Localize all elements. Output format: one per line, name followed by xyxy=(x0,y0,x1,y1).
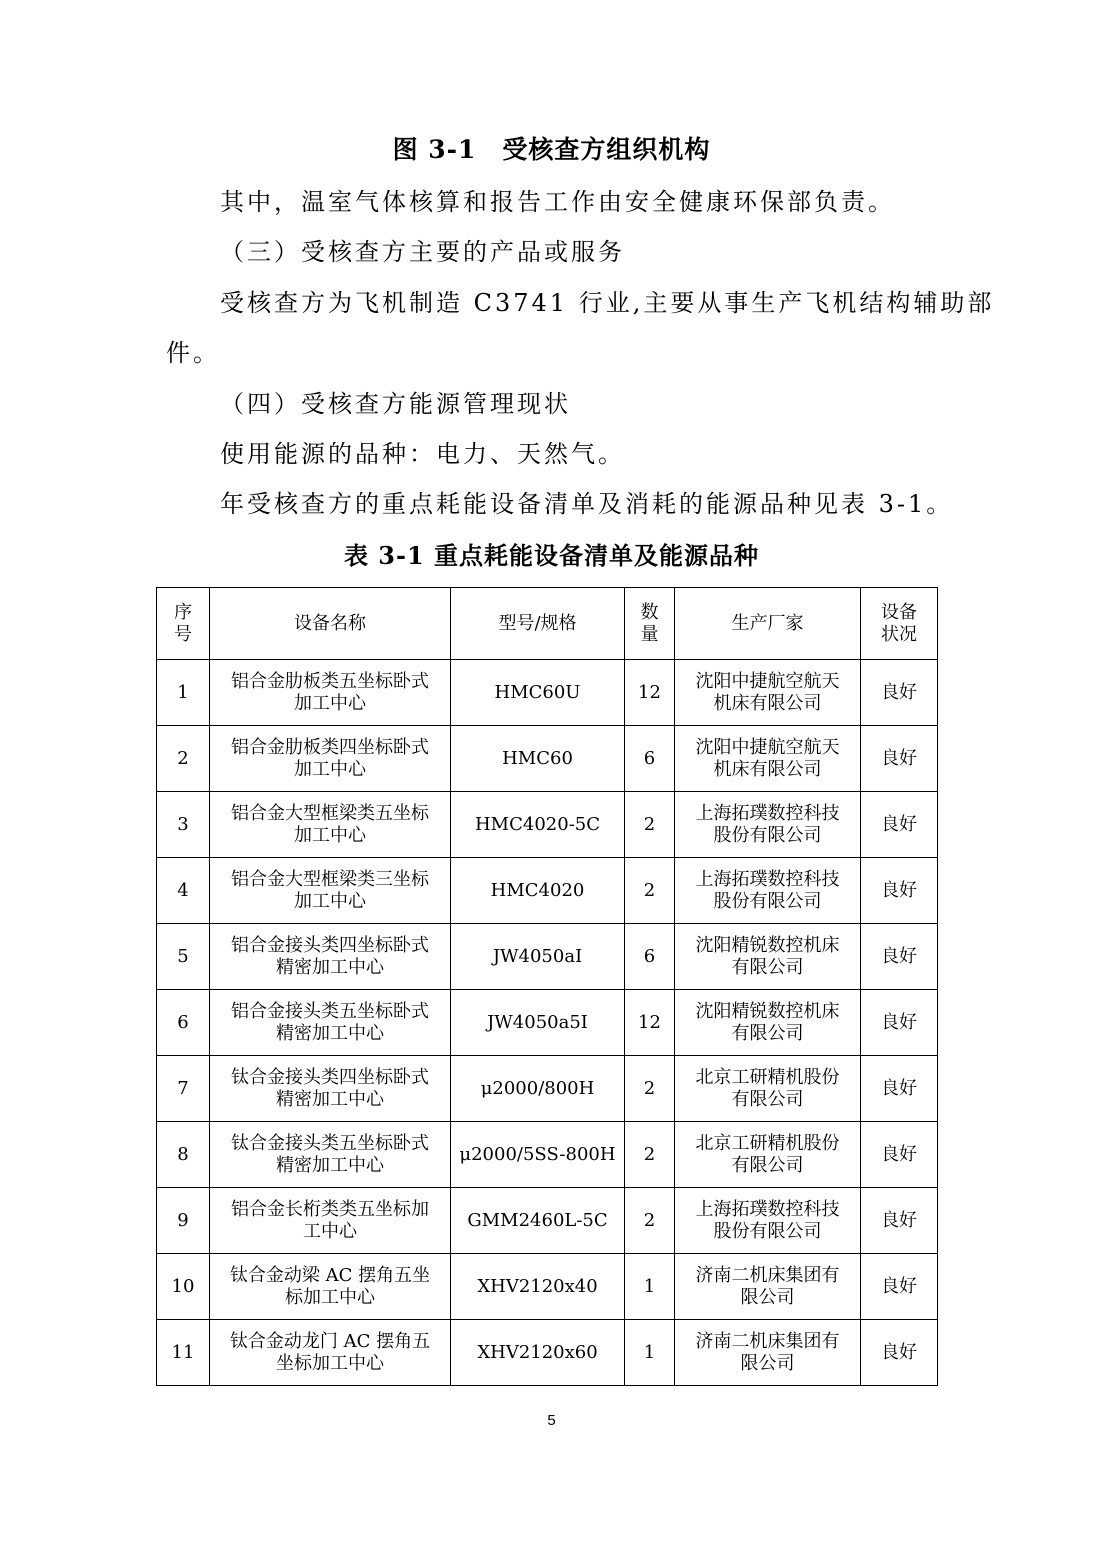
cell-status: 良好 xyxy=(861,726,938,792)
cell-index: 2 xyxy=(157,726,210,792)
cell-quantity: 2 xyxy=(625,1188,675,1254)
paragraph-products-line1: 受核查方为飞机制造 C3741 行业,主要从事生产飞机结构辅助部 xyxy=(220,289,995,317)
table-row xyxy=(157,858,938,924)
cell-status: 良好 xyxy=(861,1056,938,1122)
cell-manufacturer: 济南二机床集团有 限公司 xyxy=(675,1254,861,1320)
column-header-index: 序 号 xyxy=(157,588,210,660)
cell-quantity: 2 xyxy=(625,792,675,858)
column-header-model: 型号/规格 xyxy=(451,588,625,660)
cell-quantity: 2 xyxy=(625,1056,675,1122)
cell-quantity: 12 xyxy=(625,990,675,1056)
cell-quantity: 6 xyxy=(625,924,675,990)
cell-equipment-name: 铝合金大型框梁类三坐标 加工中心 xyxy=(210,858,451,924)
cell-quantity: 1 xyxy=(625,1320,675,1386)
cell-quantity: 12 xyxy=(625,660,675,726)
figure-caption: 图 3-1 受核查方组织机构 xyxy=(392,135,711,164)
cell-model: XHV2120x60 xyxy=(451,1320,625,1386)
cell-index: 10 xyxy=(157,1254,210,1320)
paragraph-responsibility: 其中，温室气体核算和报告工作由安全健康环保部负责。 xyxy=(220,188,895,216)
table-header-row xyxy=(157,588,938,660)
cell-quantity: 6 xyxy=(625,726,675,792)
table-row xyxy=(157,792,938,858)
cell-model: XHV2120x40 xyxy=(451,1254,625,1320)
cell-equipment-name: 钛合金接头类五坐标卧式 精密加工中心 xyxy=(210,1122,451,1188)
cell-index: 8 xyxy=(157,1122,210,1188)
cell-index: 9 xyxy=(157,1188,210,1254)
cell-equipment-name: 铝合金肋板类五坐标卧式 加工中心 xyxy=(210,660,451,726)
table-row xyxy=(157,1188,938,1254)
cell-manufacturer: 沈阳精锐数控机床 有限公司 xyxy=(675,990,861,1056)
cell-manufacturer: 上海拓璞数控科技 股份有限公司 xyxy=(675,792,861,858)
table-body xyxy=(157,660,938,1386)
cell-index: 11 xyxy=(157,1320,210,1386)
table-row xyxy=(157,924,938,990)
cell-manufacturer: 北京工研精机股份 有限公司 xyxy=(675,1056,861,1122)
cell-model: GMM2460L-5C xyxy=(451,1188,625,1254)
cell-status: 良好 xyxy=(861,858,938,924)
cell-manufacturer: 北京工研精机股份 有限公司 xyxy=(675,1122,861,1188)
cell-status: 良好 xyxy=(861,1188,938,1254)
cell-equipment-name: 铝合金长桁类类五坐标加 工中心 xyxy=(210,1188,451,1254)
cell-model: JW4050aI xyxy=(451,924,625,990)
cell-model: HMC4020 xyxy=(451,858,625,924)
section-heading-energy: （四）受核查方能源管理现状 xyxy=(220,390,571,418)
cell-manufacturer: 上海拓璞数控科技 股份有限公司 xyxy=(675,858,861,924)
cell-index: 6 xyxy=(157,990,210,1056)
cell-model: JW4050a5I xyxy=(451,990,625,1056)
cell-equipment-name: 铝合金大型框梁类五坐标 加工中心 xyxy=(210,792,451,858)
column-header-quantity: 数 量 xyxy=(625,588,675,660)
cell-manufacturer: 沈阳中捷航空航天 机床有限公司 xyxy=(675,726,861,792)
cell-manufacturer: 济南二机床集团有 限公司 xyxy=(675,1320,861,1386)
cell-index: 5 xyxy=(157,924,210,990)
section-heading-products: （三）受核查方主要的产品或服务 xyxy=(220,238,625,266)
table-row xyxy=(157,1122,938,1188)
cell-equipment-name: 钛合金动龙门 AC 摆角五 坐标加工中心 xyxy=(210,1320,451,1386)
cell-index: 7 xyxy=(157,1056,210,1122)
table-row xyxy=(157,1254,938,1320)
cell-equipment-name: 钛合金动梁 AC 摆角五坐 标加工中心 xyxy=(210,1254,451,1320)
table-row xyxy=(157,660,938,726)
cell-equipment-name: 钛合金接头类四坐标卧式 精密加工中心 xyxy=(210,1056,451,1122)
cell-manufacturer: 沈阳精锐数控机床 有限公司 xyxy=(675,924,861,990)
table-row xyxy=(157,990,938,1056)
column-header-status: 设备 状况 xyxy=(861,588,938,660)
cell-model: μ2000/800H xyxy=(451,1056,625,1122)
equipment-table xyxy=(156,587,938,1386)
cell-index: 1 xyxy=(157,660,210,726)
cell-equipment-name: 铝合金肋板类四坐标卧式 加工中心 xyxy=(210,726,451,792)
cell-equipment-name: 铝合金接头类四坐标卧式 精密加工中心 xyxy=(210,924,451,990)
table-caption: 表 3-1 重点耗能设备清单及能源品种 xyxy=(343,541,760,570)
cell-status: 良好 xyxy=(861,990,938,1056)
cell-quantity: 2 xyxy=(625,858,675,924)
page-number: 5 xyxy=(547,1412,556,1429)
cell-index: 3 xyxy=(157,792,210,858)
cell-status: 良好 xyxy=(861,1320,938,1386)
cell-manufacturer: 沈阳中捷航空航天 机床有限公司 xyxy=(675,660,861,726)
paragraph-products-line2: 件。 xyxy=(166,339,220,367)
cell-index: 4 xyxy=(157,858,210,924)
cell-status: 良好 xyxy=(861,792,938,858)
cell-equipment-name: 铝合金接头类五坐标卧式 精密加工中心 xyxy=(210,990,451,1056)
cell-status: 良好 xyxy=(861,1254,938,1320)
cell-model: HMC60 xyxy=(451,726,625,792)
cell-status: 良好 xyxy=(861,1122,938,1188)
cell-quantity: 2 xyxy=(625,1122,675,1188)
paragraph-equipment-intro: 年受核查方的重点耗能设备清单及消耗的能源品种见表 3-1。 xyxy=(220,490,954,518)
table-row xyxy=(157,1056,938,1122)
table-row xyxy=(157,1320,938,1386)
cell-model: HMC60U xyxy=(451,660,625,726)
paragraph-energy-types: 使用能源的品种：电力、天然气。 xyxy=(220,440,625,468)
cell-status: 良好 xyxy=(861,924,938,990)
column-header-manufacturer: 生产厂家 xyxy=(675,588,861,660)
cell-quantity: 1 xyxy=(625,1254,675,1320)
cell-model: μ2000/5SS-800H xyxy=(451,1122,625,1188)
column-header-equipment-name: 设备名称 xyxy=(210,588,451,660)
cell-model: HMC4020-5C xyxy=(451,792,625,858)
cell-manufacturer: 上海拓璞数控科技 股份有限公司 xyxy=(675,1188,861,1254)
table-row xyxy=(157,726,938,792)
cell-status: 良好 xyxy=(861,660,938,726)
